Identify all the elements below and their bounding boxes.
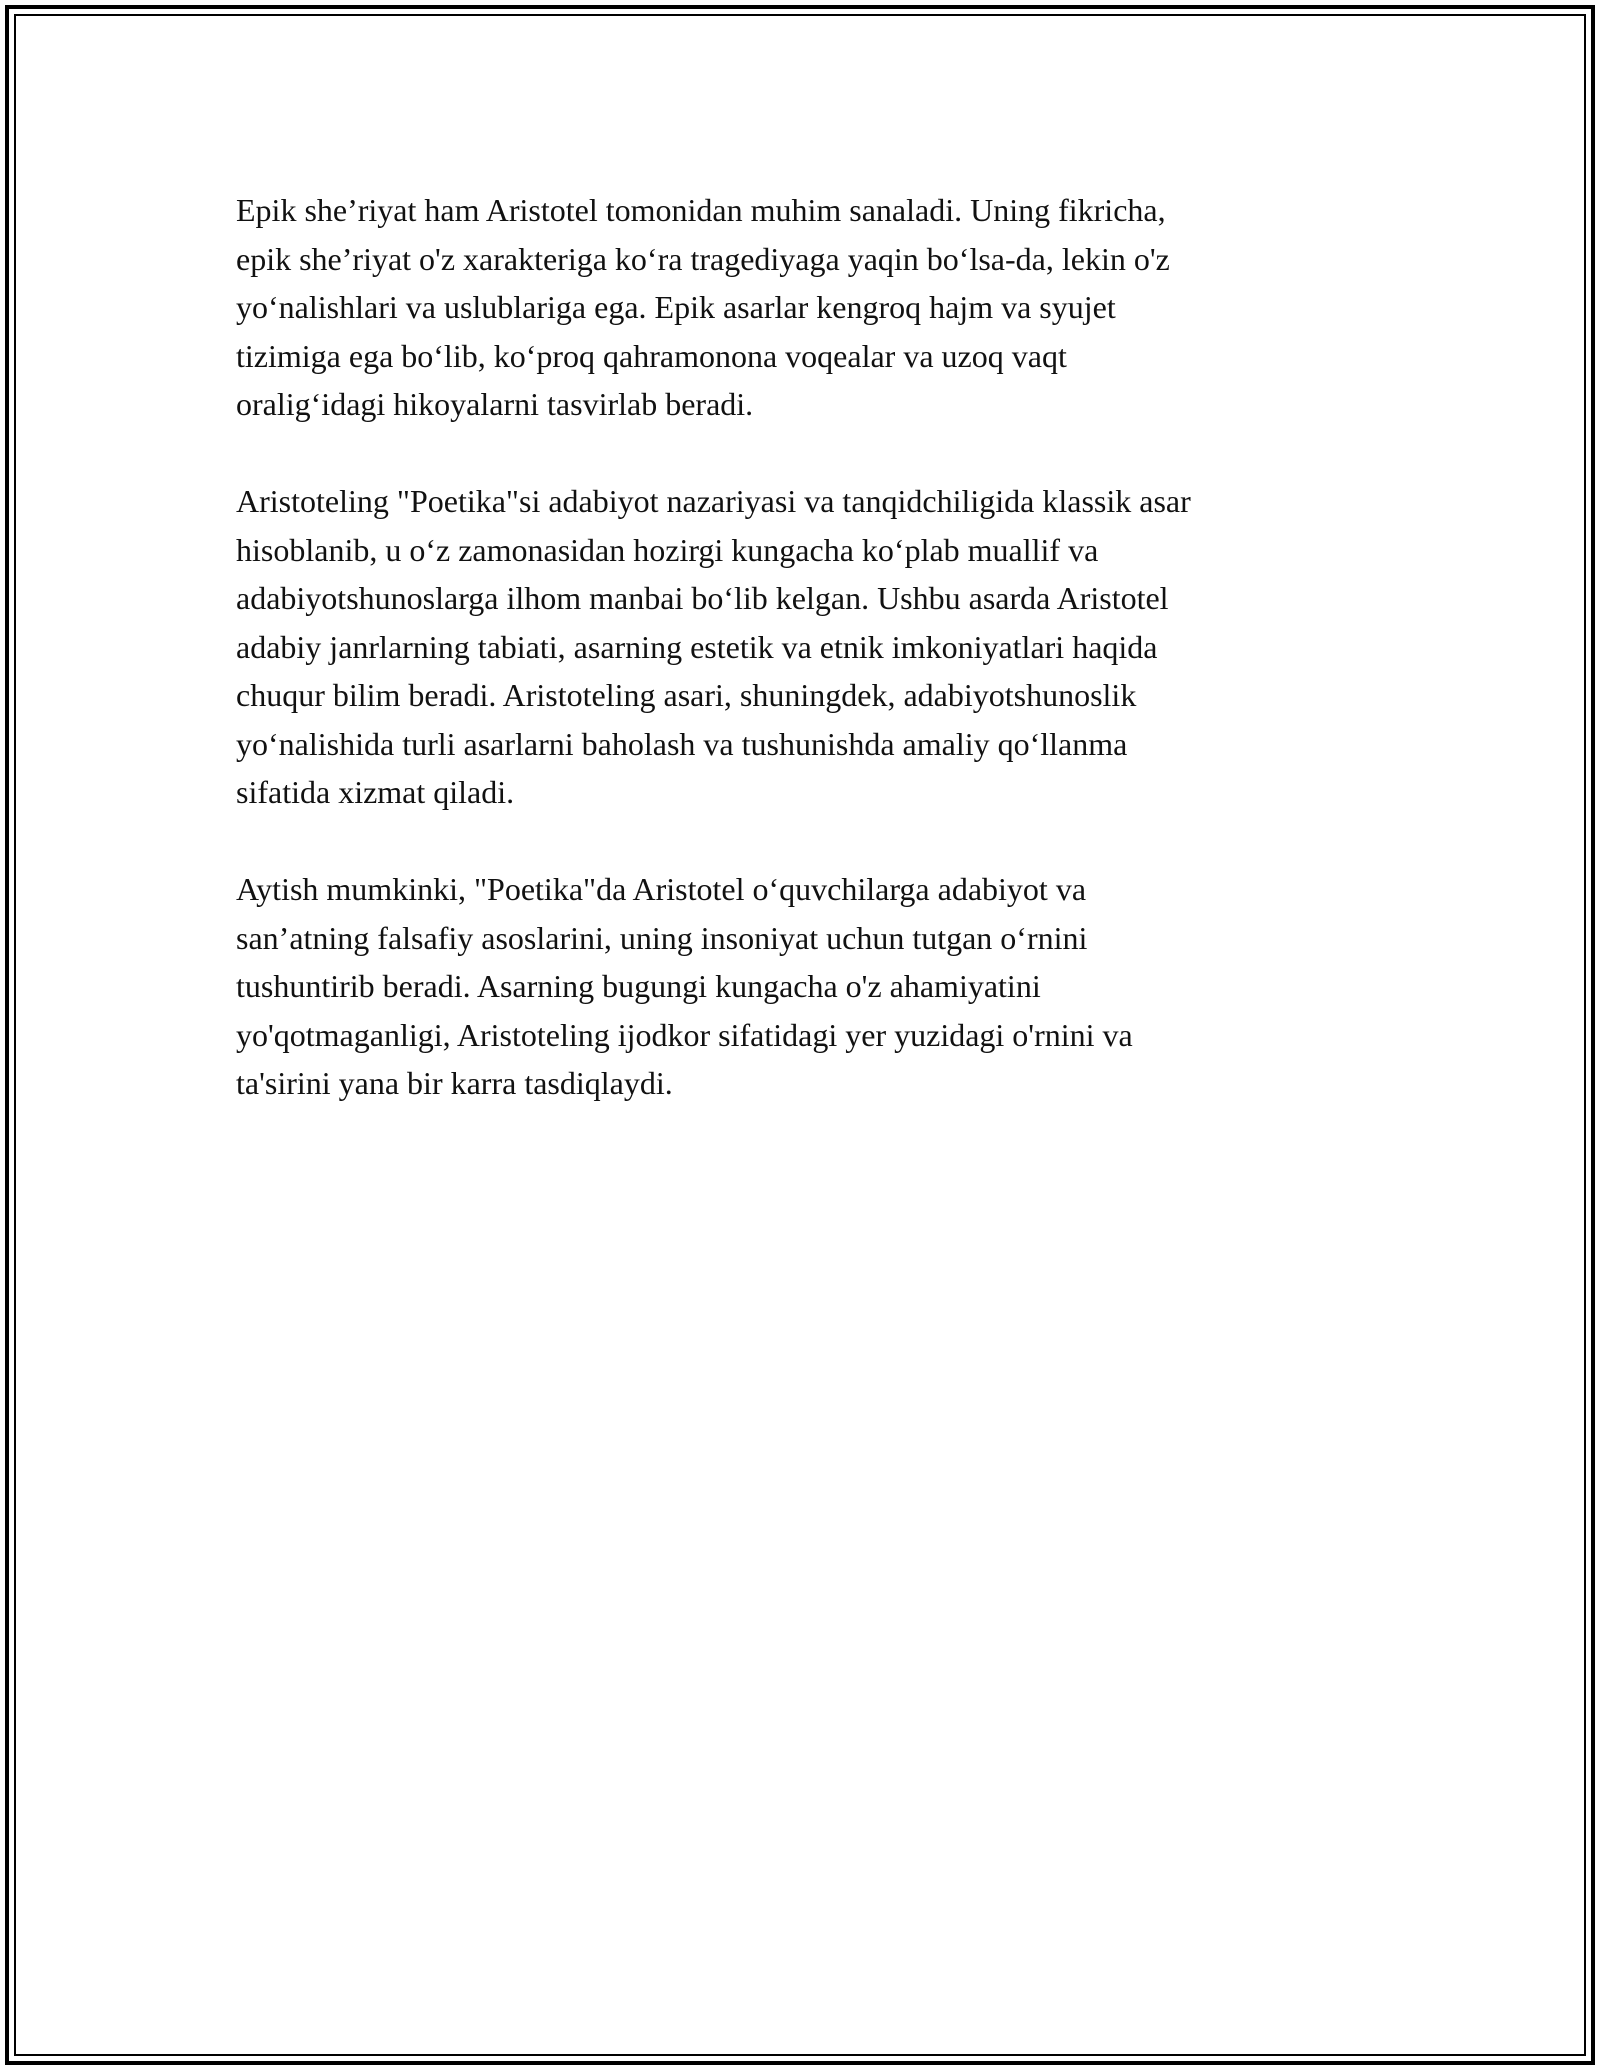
paragraph-epic-poetry: Epik she’riyat ham Aristotel tomonidan muhim sanaladi. Uning fikricha, epik she’riyat o'z xarakteriga ko‘ra tragediyaga yaqin bo‘lsa-da, lekin o'z yo‘nalishlari va uslublariga ega. Epik asarlar kengroq hajm va syujet tizimiga ega bo‘lib, ko‘proq qahramonona voqealar va uzoq vaqt oralig‘idagi hikoyalarni tasvirlab beradi. [236, 192, 1170, 422]
paragraph-poetics-significance: Aristoteling "Poetika"si adabiyot nazariyasi va tanqidchiligida klassik asar hisoblanib, u o‘z zamonasidan hozirgi kungacha ko‘plab muallif va adabiyotshunoslarga ilhom manbai bo‘lib kelgan. Ushbu asarda Aristotel adabiy janrlarning tabiati, asarning estetik va etnik imkoniyatlari haqida chuqur bilim beradi. Aristoteling asari, shuningdek, adabiyotshunoslik yo‘nalishida turli asarlarni baholash va tushunishda amaliy qo‘llanma sifatida xizmat qiladi. [236, 483, 1191, 810]
paragraph-conclusion: Aytish mumkinki, "Poetika"da Aristotel o‘quvchilarga adabiyot va san’atning falsafiy asoslarini, uning insoniyat uchun tutgan o‘rnini tushuntirib beradi. Asarning bugungi kungacha o'z ahamiyatini yo'qotmaganligi, Aristoteling ijodkor sifatidagi yer yuzidagi o'rnini va ta'sirini yana bir karra tasdiqlaydi. [236, 871, 1133, 1101]
document-body [236, 186, 1376, 1156]
